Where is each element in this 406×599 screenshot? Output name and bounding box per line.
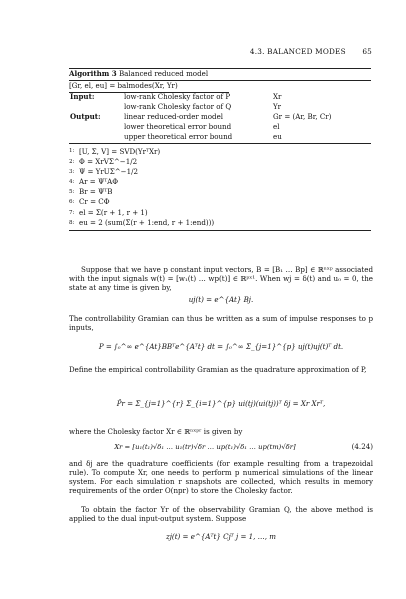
algorithm-step: 3: Ψ = YrUΣ^−1/2 — [69, 166, 139, 176]
paragraph-1: Suppose that we have p constant input vectors, B = [B₁ … Bp] ∈ ℝⁿˣᵖ associated with the input signals w(t) = [w₁(t) … wp(t)] ∈ ℝᵖˣ¹. When wj = δ(t) and u₀ = 0, the state at any time is given by, — [69, 265, 373, 292]
section-title: 4.3. BALANCED MODES — [249, 47, 346, 56]
running-header — [250, 47, 372, 56]
algorithm-step: 1: [U, Σ, V] = SVD(YrᵀXr) — [69, 146, 161, 156]
algorithm-box — [69, 68, 371, 231]
algorithm-signature: [Gr, el, eu] = balmodes(Xr, Yr) — [69, 81, 178, 91]
equation-empirical-gramian: P̂r = Σ_{j=1}^{r} Σ_{i=1}^{p} ui(tj)(ui(tj))ᵀ δj = Xr Xrᵀ, — [116, 399, 326, 408]
paragraph-2: The controllability Gramian can thus be written as a sum of impulse responses to p inputs, — [69, 314, 373, 332]
page-number: 65 — [362, 47, 372, 56]
algorithm-step: 8: eu = 2 (sum(Σ(r + 1:end, r + 1:end))) — [69, 217, 215, 227]
equation-gramian: P = ∫₀^∞ e^{At}BBᵀe^{Aᵀt} dt = ∫₀^∞ Σ_{j=1}^{p} uj(t)uj(t)ᵀ dt. — [98, 342, 344, 351]
algorithm-step: 7: el = Σ(r + 1, r + 1) — [69, 207, 148, 217]
paragraph-6: To obtain the factor Yr of the observability Gramian Q, the above method is applied to the dual input-output system. Suppose — [69, 505, 373, 523]
output-row: lower theoretical error bound el — [124, 122, 280, 132]
equation-zj: zj(t) = e^{Aᵀt} Cjᵀ j = 1, …, m — [165, 532, 277, 541]
algorithm-step: 4: Ar = ΨᵀAΦ — [69, 177, 119, 187]
input-row: Input: low-rank Cholesky factor of P Xr — [70, 92, 282, 102]
paragraph-5: and δj are the quadrature coefficients (for example resulting from a trapezoidal rule). To compute Xr, one needs to perform p numerical simulations of the linear system. For each simulation r snapshots are collected, which results in memory requirements of the order O(npr) to store the Cholesky factor. — [69, 459, 373, 495]
equation-uj: uj(t) = e^{At} Bj. — [188, 295, 254, 304]
algorithm-steps — [69, 147, 371, 229]
paragraph-3: Define the empirical controllability Gramian as the quadrature approximation of P, — [69, 365, 367, 374]
output-row: upper theoretical error bound eu — [124, 132, 282, 142]
paragraph-4: where the Cholesky factor Xr ∈ ℝⁿˣᵖʳ is given by — [69, 427, 243, 436]
algorithm-step: 5: Br = ΨᵀB — [69, 187, 113, 197]
input-row: low-rank Cholesky factor of Q Yr — [124, 102, 282, 112]
output-row: Output: linear reduced-order model Gr = (Ar, Br, Cr) — [70, 112, 332, 122]
equation-number: (4.24) — [351, 442, 373, 451]
algorithm-step: 2: Φ = XrVΣ^−1/2 — [69, 156, 138, 166]
equation-cholesky-factor: Xr = [u₁(t₁)√δ₁ … u₁(tr)√δr … up(t₁)√δ₁ … up(tm)√δr] — [114, 443, 296, 451]
algorithm-step: 6: Cr = CΦ — [69, 197, 110, 207]
algorithm-title: Algorithm 3 Balanced reduced model — [69, 69, 209, 78]
